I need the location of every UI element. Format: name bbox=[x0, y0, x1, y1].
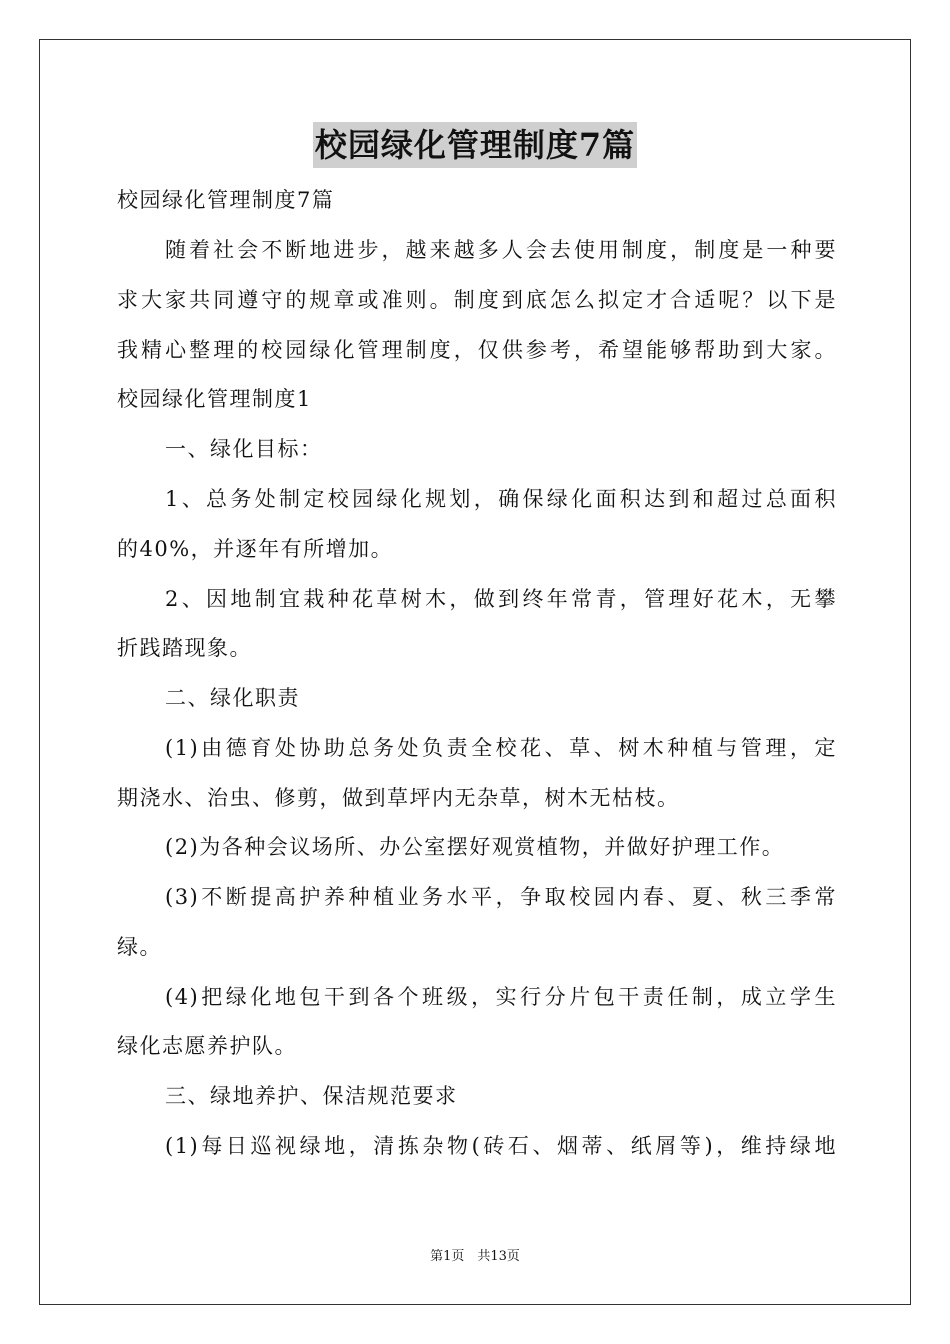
paragraph-line: (3)不断提高护养种植业务水平，争取校园内春、夏、秋三季常 bbox=[165, 885, 837, 909]
paragraph-line: (4)把绿化地包干到各个班级，实行分片包干责任制，成立学生 bbox=[165, 985, 837, 1009]
page-footer: 第1页 共13页 bbox=[430, 1249, 520, 1264]
paragraph-line: 期浇水、治虫、修剪，做到草坪内无杂草，树木无枯枝。 bbox=[117, 786, 680, 810]
subsection-heading: 三、绿地养护、保洁规范要求 bbox=[165, 1084, 458, 1108]
paragraph-line: (1)每日巡视绿地，清拣杂物(砖石、烟蒂、纸屑等)，维持绿地 bbox=[165, 1134, 837, 1158]
paragraph-line: 我精心整理的校园绿化管理制度，仅供参考，希望能够帮助到大家。 bbox=[117, 338, 837, 362]
paragraph-line: (2)为各种会议场所、办公室摆好观赏植物，并做好护理工作。 bbox=[165, 835, 785, 859]
title-container bbox=[0, 122, 950, 168]
paragraph-line: 求大家共同遵守的规章或准则。制度到底怎么拟定才合适呢？以下是 bbox=[117, 288, 837, 312]
subtitle-line: 校园绿化管理制度7篇 bbox=[117, 188, 335, 212]
subsection-heading: 二、绿化职责 bbox=[165, 686, 300, 710]
paragraph-line: 随着社会不断地进步，越来越多人会去使用制度，制度是一种要 bbox=[165, 238, 837, 262]
paragraph-line: 的40%，并逐年有所增加。 bbox=[117, 537, 394, 561]
paragraph-line: 2、因地制宜栽种花草树木，做到终年常青，管理好花木，无攀 bbox=[165, 587, 837, 611]
paragraph-line: 折践踏现象。 bbox=[117, 636, 252, 660]
page-border bbox=[39, 39, 911, 1305]
document-title: 校园绿化管理制度7篇 bbox=[313, 122, 637, 168]
paragraph-line: (1)由德育处协助总务处负责全校花、草、树木种植与管理，定 bbox=[165, 736, 837, 760]
paragraph-line: 1、总务处制定校园绿化规划，确保绿化面积达到和超过总面积 bbox=[165, 487, 837, 511]
subsection-heading: 一、绿化目标： bbox=[165, 437, 323, 461]
paragraph-line: 绿。 bbox=[117, 935, 162, 959]
section-heading: 校园绿化管理制度1 bbox=[117, 387, 312, 411]
paragraph-line: 绿化志愿养护队。 bbox=[117, 1034, 297, 1058]
